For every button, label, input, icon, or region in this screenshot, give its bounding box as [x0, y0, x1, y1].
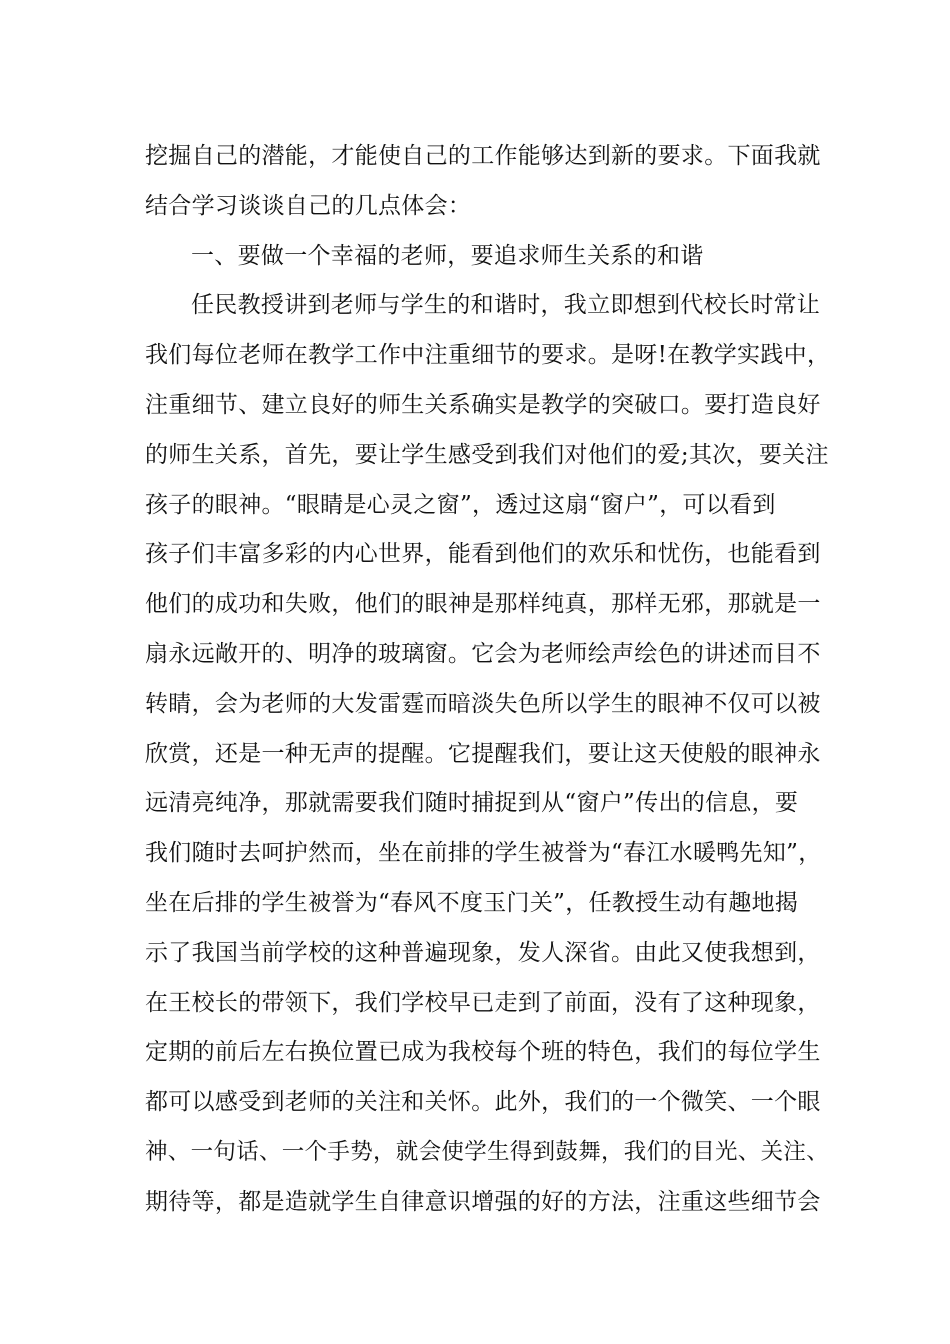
- text-line-11: 扇永远敞开的、明净的玻璃窗。它会为老师绘声绘色的讲述而目不: [145, 640, 821, 667]
- text-line-18: 在王校长的带领下，我们学校早已走到了前面，没有了这种现象，: [145, 989, 821, 1016]
- text-line-22: 期待等，都是造就学生自律意识增强的好的方法，注重这些细节会: [145, 1188, 821, 1215]
- text-line-5: 我们每位老师在教学工作中注重细节的要求。是呀!在教学实践中，: [145, 342, 831, 369]
- text-line-15: 我们随时去呵护然而，坐在前排的学生被誉为“春江水暖鸭先知”，: [145, 840, 822, 867]
- text-line-4: 任民教授讲到老师与学生的和谐时，我立即想到代校长时常让: [191, 292, 821, 319]
- text-line-7: 的师生关系，首先，要让学生感受到我们对他们的爱;其次，要关注: [145, 441, 829, 468]
- body-text: [145, 132, 835, 1228]
- text-line-16: 坐在后排的学生被誉为“春风不度玉门关”，任教授生动有趣地揭: [145, 889, 799, 916]
- section-heading: 一、要做一个幸福的老师，要追求师生关系的和谐: [191, 242, 704, 269]
- text-line-6: 注重细节、建立良好的师生关系确实是教学的突破口。要打造良好: [145, 391, 821, 418]
- text-line-20: 都可以感受到老师的关注和关怀。此外，我们的一个微笑、一个眼: [145, 1089, 821, 1116]
- text-line-9: 孩子们丰富多彩的内心世界，能看到他们的欢乐和忧伤，也能看到: [145, 541, 821, 568]
- text-line-1: 挖掘自己的潜能，才能使自己的工作能够达到新的要求。下面我就: [145, 143, 821, 169]
- text-line-12: 转睛，会为老师的大发雷霆而暗淡失色所以学生的眼神不仅可以被: [145, 690, 821, 717]
- text-line-13: 欣赏，还是一种无声的提醒。它提醒我们，要让这天使般的眼神永: [145, 740, 821, 767]
- text-line-21: 神、一句话、一个手势，就会使学生得到鼓舞，我们的目光、关注、: [145, 1138, 830, 1165]
- text-line-8: 孩子的眼神。“眼睛是心灵之窗”，透过这扇“窗户”，可以看到: [145, 491, 776, 518]
- text-line-14: 远清亮纯净，那就需要我们随时捕捉到从“窗户”传出的信息，要: [145, 790, 799, 817]
- text-line-2: 结合学习谈谈自己的几点体会：: [145, 192, 472, 219]
- text-line-17: 示了我国当前学校的这种普遍现象，发人深省。由此又使我想到，: [145, 939, 821, 966]
- text-line-19: 定期的前后左右换位置已成为我校每个班的特色，我们的每位学生: [145, 1039, 821, 1066]
- text-line-10: 他们的成功和失败，他们的眼神是那样纯真，那样无邪，那就是一: [145, 591, 821, 618]
